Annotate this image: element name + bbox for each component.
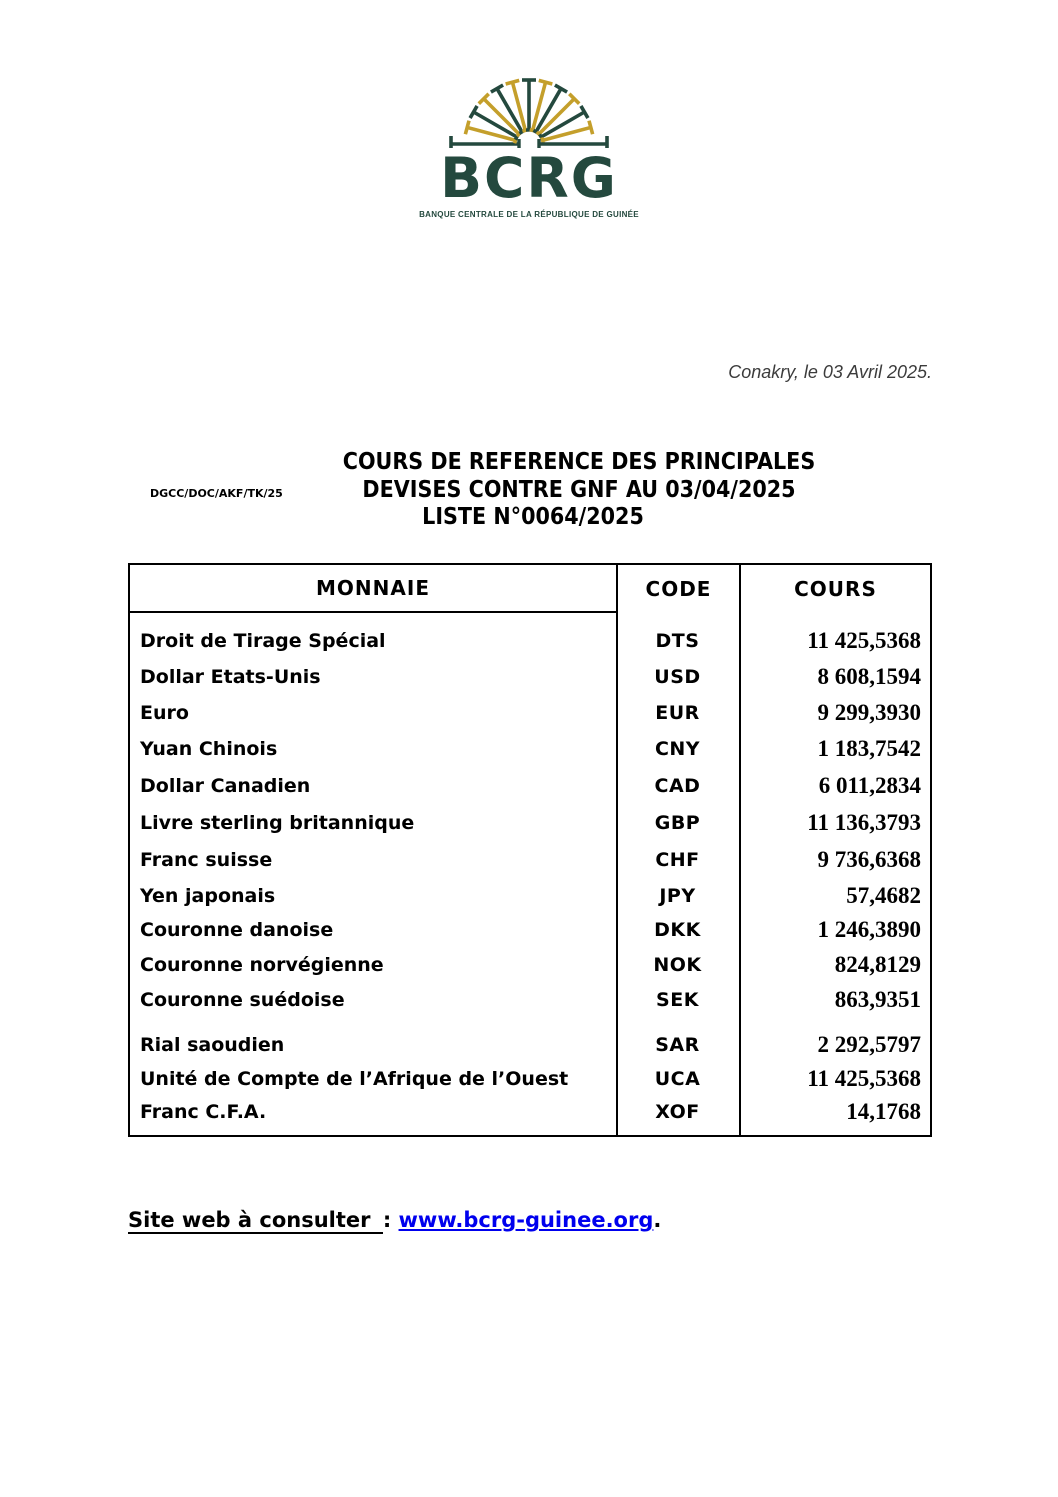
currency-name: Couronne norvégienne — [140, 953, 384, 976]
currency-code: XOF — [655, 1101, 700, 1123]
currency-code: CNY — [654, 738, 701, 760]
table-row — [130, 946, 930, 983]
currency-rate: 57,4682 — [846, 882, 921, 908]
title-line-3: LISTE N°0064/2025 — [422, 504, 644, 530]
exchange-rate-table — [128, 563, 932, 1137]
table-row — [130, 878, 930, 913]
currency-name: Franc suisse — [140, 848, 273, 871]
table-body — [130, 613, 930, 1135]
currency-rate: 6 011,2834 — [818, 772, 921, 798]
currency-rate: 9 736,6368 — [817, 846, 921, 872]
table-row — [130, 659, 930, 695]
bcrg-logo — [399, 72, 659, 219]
currency-rate: 1 246,3890 — [817, 916, 921, 942]
dateline: Conakry, le 03 Avril 2025. — [728, 362, 932, 382]
table-row — [130, 695, 930, 731]
currency-code: EUR — [655, 702, 700, 724]
currency-name: Euro — [140, 702, 189, 724]
currency-code: USD — [654, 666, 701, 688]
column-divider-2 — [739, 613, 741, 1135]
currency-code: UCA — [654, 1067, 701, 1090]
currency-rate: 11 425,5368 — [807, 1065, 921, 1091]
header-code: CODE — [618, 565, 741, 613]
table-row — [130, 623, 930, 659]
row-spacer — [130, 1016, 930, 1028]
website-footer — [128, 1208, 661, 1232]
currency-rate: 863,9351 — [834, 986, 921, 1012]
table-row — [130, 1028, 930, 1062]
header-rate: COURS — [794, 577, 877, 601]
website-separator: : — [382, 1208, 399, 1232]
currency-name: Franc C.F.A. — [140, 1101, 267, 1123]
header-currency: MONNAIE — [130, 565, 618, 613]
website-label: Site web à consulter — [128, 1208, 383, 1234]
currency-code: CHF — [655, 848, 700, 871]
currency-name: Couronne danoise — [140, 918, 334, 941]
website-link[interactable]: www.bcrg-guinee.org — [398, 1208, 654, 1232]
currency-rate: 1 183,7542 — [817, 736, 921, 761]
table-row — [130, 1062, 930, 1095]
currency-name: Droit de Tirage Spécial — [140, 630, 386, 652]
table-row — [130, 804, 930, 841]
currency-name: Dollar Etats-Unis — [140, 666, 321, 688]
table-header-row — [130, 565, 930, 613]
table-row — [130, 841, 930, 878]
currency-name: Yen japonais — [140, 884, 276, 907]
table-row — [130, 1095, 930, 1129]
bcrg-logo-subtitle: BANQUE CENTRALE DE LA RÉPUBLIQUE DE GUINÉE — [419, 210, 639, 219]
currency-rate: 11 425,5368 — [807, 628, 921, 653]
title-line-1: COURS DE REFERENCE DES PRINCIPALES — [342, 449, 816, 475]
bcrg-logo-acronym: BCRG — [440, 146, 618, 210]
currency-code: SEK — [656, 988, 699, 1011]
currency-code: SAR — [655, 1034, 700, 1056]
currency-name: Dollar Canadien — [140, 774, 311, 797]
currency-name: Rial saoudien — [140, 1034, 285, 1056]
currency-name: Couronne suédoise — [140, 988, 345, 1011]
currency-rate: 8 608,1594 — [817, 664, 921, 689]
website-period: . — [653, 1208, 662, 1232]
table-row — [130, 731, 930, 767]
currency-code: DTS — [655, 630, 700, 652]
currency-rate: 824,8129 — [834, 951, 921, 977]
currency-code: GBP — [654, 811, 701, 834]
table-row — [130, 767, 930, 804]
currency-name: Unité de Compte de l’Afrique de l’Ouest — [140, 1067, 569, 1090]
document-title — [229, 449, 929, 532]
table-row — [130, 983, 930, 1016]
reference-number: DGCC/DOC/AKF/TK/25 — [150, 487, 283, 500]
currency-rate: 11 136,3793 — [807, 809, 921, 835]
currency-code: DKK — [654, 918, 701, 941]
column-divider-1 — [616, 613, 618, 1135]
currency-rate: 14,1768 — [846, 1099, 921, 1124]
title-line-2: DEVISES CONTRE GNF AU 03/04/2025 — [362, 476, 796, 503]
currency-code: JPY — [659, 884, 696, 907]
currency-code: NOK — [653, 953, 702, 976]
currency-rate: 9 299,3930 — [817, 700, 921, 725]
currency-code: CAD — [654, 774, 701, 797]
currency-name: Yuan Chinois — [140, 738, 278, 760]
bcrg-logo-rays-icon — [434, 72, 624, 148]
table-row — [130, 913, 930, 946]
currency-rate: 2 292,5797 — [817, 1032, 921, 1057]
currency-name: Livre sterling britannique — [140, 811, 415, 834]
